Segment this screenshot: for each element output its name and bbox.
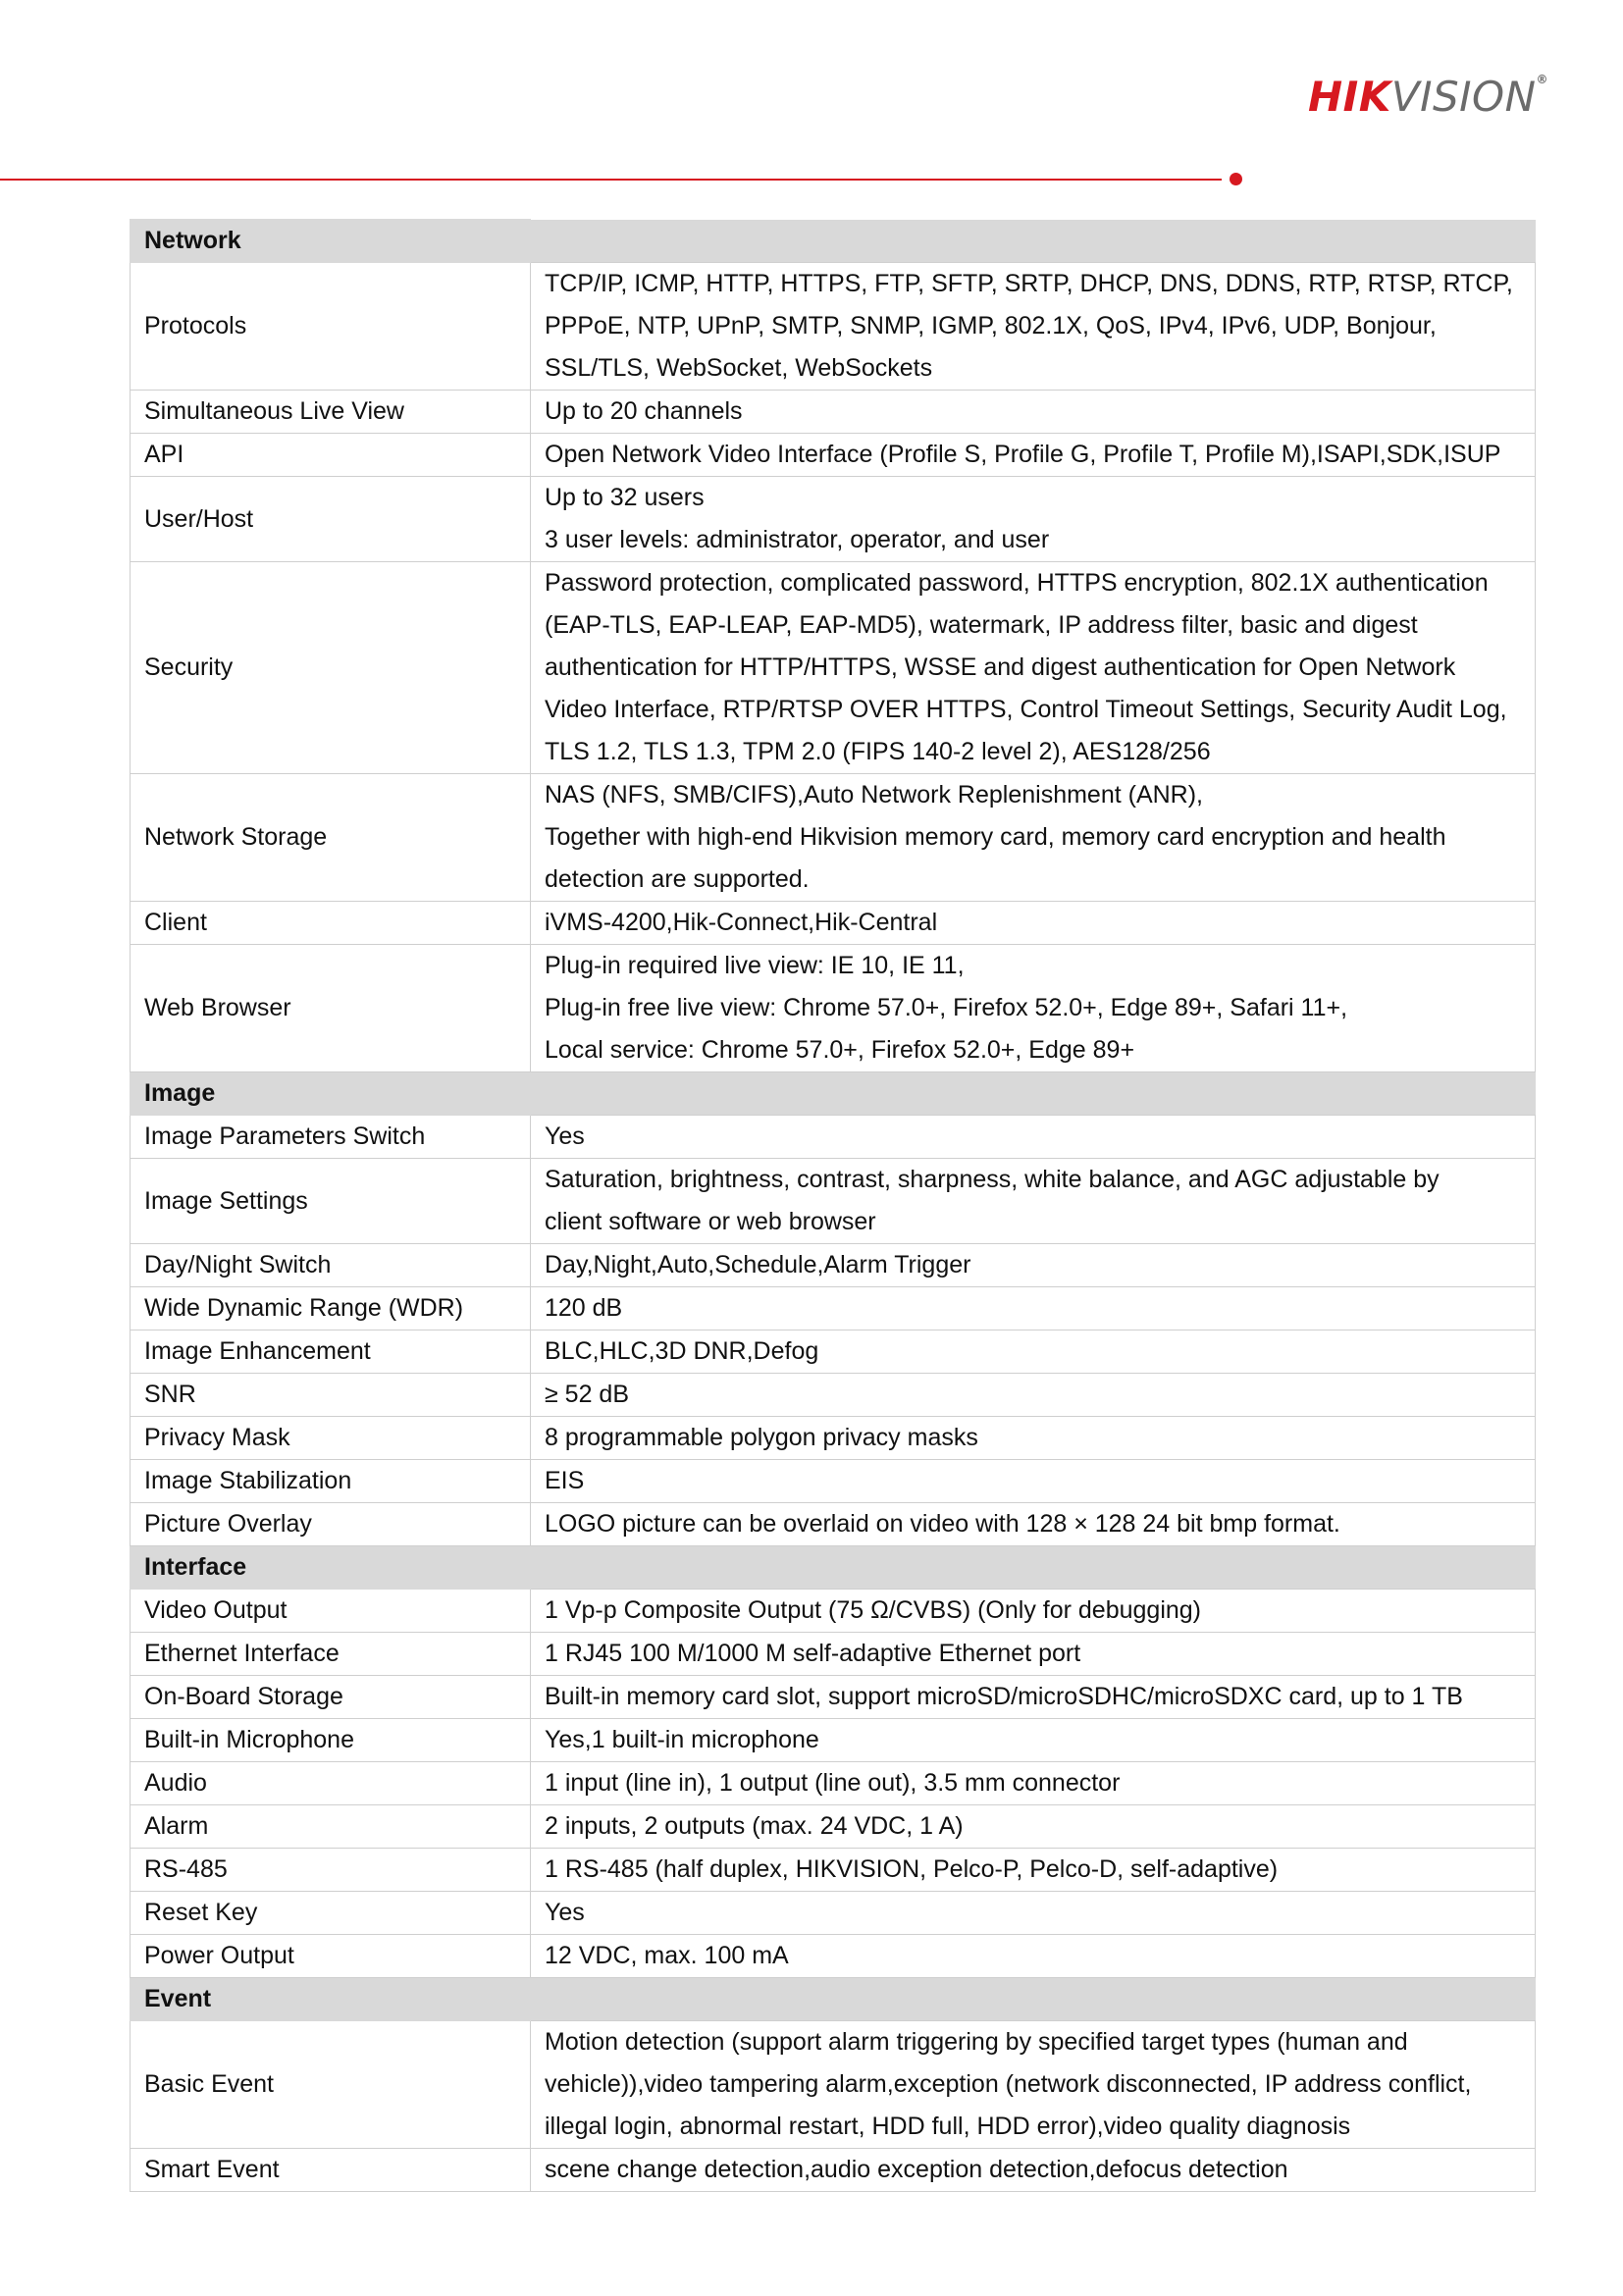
spec-value bbox=[531, 1374, 1536, 1417]
section-header-row bbox=[131, 1072, 1536, 1116]
spec-value-line: EIS bbox=[545, 1467, 585, 1494]
spec-value-line: TLS 1.2, TLS 1.3, TPM 2.0 (FIPS 140-2 level 2), AES128/256 bbox=[545, 738, 1211, 765]
spec-value-line: TCP/IP, ICMP, HTTP, HTTPS, FTP, SFTP, SRTP, DHCP, DNS, DDNS, RTP, RTSP, RTCP, bbox=[545, 270, 1513, 297]
logo-text-grey: VISION bbox=[1390, 73, 1537, 121]
spec-value bbox=[531, 1417, 1536, 1460]
spec-value-line: Yes bbox=[545, 1899, 585, 1926]
spec-label: User/Host bbox=[131, 477, 531, 562]
spec-value-line: LOGO picture can be overlaid on video with 128 × 128 24 bit bmp format. bbox=[545, 1510, 1340, 1538]
spec-value bbox=[531, 1159, 1536, 1244]
spec-label: Image Settings bbox=[131, 1159, 531, 1244]
spec-label: Client bbox=[131, 902, 531, 945]
spec-label: Power Output bbox=[131, 1935, 531, 1978]
spec-value-line: Built-in memory card slot, support microSD/microSDHC/microSDXC card, up to 1 TB bbox=[545, 1683, 1463, 1710]
spec-value-line: 1 RJ45 100 M/1000 M self-adaptive Ethernet port bbox=[545, 1640, 1081, 1667]
spec-label: Privacy Mask bbox=[131, 1417, 531, 1460]
spec-value-line: 120 dB bbox=[545, 1294, 623, 1322]
spec-row bbox=[131, 1676, 1536, 1719]
spec-value-line: Saturation, brightness, contrast, sharpness, white balance, and AGC adjustable by bbox=[545, 1166, 1440, 1193]
spec-label: API bbox=[131, 434, 531, 477]
spec-value-line: Day,Night,Auto,Schedule,Alarm Trigger bbox=[545, 1251, 971, 1278]
spec-value-line: authentication for HTTP/HTTPS, WSSE and digest authentication for Open Network bbox=[545, 653, 1456, 681]
spec-value bbox=[531, 1287, 1536, 1331]
spec-label: On-Board Storage bbox=[131, 1676, 531, 1719]
spec-label: Network Storage bbox=[131, 774, 531, 902]
spec-row bbox=[131, 945, 1536, 1072]
spec-value bbox=[531, 1331, 1536, 1374]
spec-value bbox=[531, 1849, 1536, 1892]
spec-value-line: detection are supported. bbox=[545, 865, 810, 893]
spec-row bbox=[131, 1892, 1536, 1935]
spec-value bbox=[531, 1805, 1536, 1849]
spec-value-line: PPPoE, NTP, UPnP, SMTP, SNMP, IGMP, 802.1X, QoS, IPv4, IPv6, UDP, Bonjour, bbox=[545, 312, 1437, 339]
section-title-spacer bbox=[531, 1978, 1536, 2021]
spec-label: Wide Dynamic Range (WDR) bbox=[131, 1287, 531, 1331]
spec-value-line: 1 RS-485 (half duplex, HIKVISION, Pelco-P, Pelco-D, self-adaptive) bbox=[545, 1855, 1279, 1883]
spec-value bbox=[531, 1590, 1536, 1633]
spec-value bbox=[531, 945, 1536, 1072]
spec-value-line: Open Network Video Interface (Profile S, Profile G, Profile T, Profile M),ISAPI,SDK,ISUP bbox=[545, 441, 1501, 468]
spec-row bbox=[131, 1417, 1536, 1460]
spec-row bbox=[131, 2149, 1536, 2192]
spec-label: Web Browser bbox=[131, 945, 531, 1072]
spec-value-line: Up to 32 users bbox=[545, 484, 705, 511]
spec-row bbox=[131, 2021, 1536, 2149]
section-title-spacer bbox=[531, 1546, 1536, 1590]
spec-label: Image Stabilization bbox=[131, 1460, 531, 1503]
spec-label: Alarm bbox=[131, 1805, 531, 1849]
spec-row bbox=[131, 1460, 1536, 1503]
section-header-row bbox=[131, 220, 1536, 263]
spec-value-line: Together with high-end Hikvision memory card, memory card encryption and health bbox=[545, 823, 1446, 851]
spec-label: Ethernet Interface bbox=[131, 1633, 531, 1676]
spec-label: Day/Night Switch bbox=[131, 1244, 531, 1287]
spec-value bbox=[531, 1892, 1536, 1935]
spec-value-line: (EAP-TLS, EAP-LEAP, EAP-MD5), watermark, IP address filter, basic and digest bbox=[545, 611, 1418, 639]
header-rule bbox=[0, 179, 1222, 181]
spec-value-line: Yes,1 built-in microphone bbox=[545, 1726, 819, 1753]
spec-row bbox=[131, 477, 1536, 562]
spec-label: Protocols bbox=[131, 263, 531, 391]
spec-value bbox=[531, 1633, 1536, 1676]
spec-value bbox=[531, 774, 1536, 902]
spec-table-body bbox=[131, 220, 1536, 2192]
spec-row bbox=[131, 1503, 1536, 1546]
spec-value-line: ≥ 52 dB bbox=[545, 1381, 629, 1408]
spec-value bbox=[531, 2021, 1536, 2149]
spec-value-line: Plug-in free live view: Chrome 57.0+, Firefox 52.0+, Edge 89+, Safari 11+, bbox=[545, 994, 1348, 1021]
spec-label: Image Parameters Switch bbox=[131, 1116, 531, 1159]
spec-value-line: Motion detection (support alarm triggering by specified target types (human and bbox=[545, 2028, 1408, 2056]
spec-label: Audio bbox=[131, 1762, 531, 1805]
spec-label: Image Enhancement bbox=[131, 1331, 531, 1374]
spec-value-line: Plug-in required live view: IE 10, IE 11, bbox=[545, 952, 965, 979]
spec-table bbox=[130, 219, 1536, 2192]
spec-label: Security bbox=[131, 562, 531, 774]
spec-row bbox=[131, 1849, 1536, 1892]
spec-row bbox=[131, 391, 1536, 434]
spec-value-line: Password protection, complicated password, HTTPS encryption, 802.1X authentication bbox=[545, 569, 1489, 597]
spec-value-line: illegal login, abnormal restart, HDD full, HDD error),video quality diagnosis bbox=[545, 2113, 1351, 2140]
spec-row bbox=[131, 1116, 1536, 1159]
spec-label: Smart Event bbox=[131, 2149, 531, 2192]
spec-label: Reset Key bbox=[131, 1892, 531, 1935]
spec-value-line: Yes bbox=[545, 1122, 585, 1150]
section-title: Network bbox=[131, 220, 531, 263]
spec-label: Video Output bbox=[131, 1590, 531, 1633]
spec-value bbox=[531, 1116, 1536, 1159]
spec-row bbox=[131, 1719, 1536, 1762]
spec-row bbox=[131, 1159, 1536, 1244]
spec-value-line: vehicle)),video tampering alarm,exception (network disconnected, IP address conflict, bbox=[545, 2070, 1472, 2098]
spec-value-line: 8 programmable polygon privacy masks bbox=[545, 1424, 978, 1451]
spec-value-line: 3 user levels: administrator, operator, and user bbox=[545, 526, 1050, 553]
spec-label: Simultaneous Live View bbox=[131, 391, 531, 434]
spec-row bbox=[131, 1331, 1536, 1374]
spec-row bbox=[131, 1805, 1536, 1849]
spec-value-line: 1 input (line in), 1 output (line out), 3.5 mm connector bbox=[545, 1769, 1121, 1797]
spec-value-line: Local service: Chrome 57.0+, Firefox 52.0+, Edge 89+ bbox=[545, 1036, 1135, 1064]
section-title-spacer bbox=[531, 1072, 1536, 1116]
section-header-row bbox=[131, 1978, 1536, 2021]
section-title: Image bbox=[131, 1072, 531, 1116]
spec-value-line: scene change detection,audio exception detection,defocus detection bbox=[545, 2156, 1288, 2183]
spec-value bbox=[531, 562, 1536, 774]
spec-value-line: NAS (NFS, SMB/CIFS),Auto Network Replenishment (ANR), bbox=[545, 781, 1203, 809]
spec-value bbox=[531, 1935, 1536, 1978]
logo-registered-mark: ® bbox=[1536, 73, 1548, 86]
spec-row bbox=[131, 263, 1536, 391]
spec-row bbox=[131, 1590, 1536, 1633]
spec-row bbox=[131, 434, 1536, 477]
spec-label: RS-485 bbox=[131, 1849, 531, 1892]
hikvision-logo bbox=[1308, 73, 1548, 121]
spec-value-line: SSL/TLS, WebSocket, WebSockets bbox=[545, 354, 933, 382]
spec-value bbox=[531, 391, 1536, 434]
logo-text-red: HIK bbox=[1308, 73, 1391, 121]
spec-value-line: 2 inputs, 2 outputs (max. 24 VDC, 1 A) bbox=[545, 1812, 964, 1840]
spec-row bbox=[131, 1374, 1536, 1417]
spec-value bbox=[531, 477, 1536, 562]
spec-value-line: BLC,HLC,3D DNR,Defog bbox=[545, 1337, 819, 1365]
spec-value bbox=[531, 1503, 1536, 1546]
spec-label: Built-in Microphone bbox=[131, 1719, 531, 1762]
spec-label: SNR bbox=[131, 1374, 531, 1417]
spec-value-line: iVMS-4200,Hik-Connect,Hik-Central bbox=[545, 909, 938, 936]
spec-value bbox=[531, 434, 1536, 477]
spec-value bbox=[531, 902, 1536, 945]
header-rule-dot bbox=[1230, 173, 1242, 185]
spec-value bbox=[531, 1719, 1536, 1762]
spec-row bbox=[131, 902, 1536, 945]
spec-label: Picture Overlay bbox=[131, 1503, 531, 1546]
spec-value bbox=[531, 263, 1536, 391]
spec-row bbox=[131, 562, 1536, 774]
section-header-row bbox=[131, 1546, 1536, 1590]
spec-label: Basic Event bbox=[131, 2021, 531, 2149]
section-title: Event bbox=[131, 1978, 531, 2021]
spec-row bbox=[131, 774, 1536, 902]
spec-value bbox=[531, 2149, 1536, 2192]
spec-row bbox=[131, 1244, 1536, 1287]
spec-row bbox=[131, 1287, 1536, 1331]
spec-row bbox=[131, 1762, 1536, 1805]
spec-value-line: Video Interface, RTP/RTSP OVER HTTPS, Control Timeout Settings, Security Audit Log, bbox=[545, 696, 1507, 723]
section-title-spacer bbox=[531, 220, 1536, 263]
spec-value bbox=[531, 1676, 1536, 1719]
spec-value-line: client software or web browser bbox=[545, 1208, 876, 1235]
spec-value bbox=[531, 1244, 1536, 1287]
section-title: Interface bbox=[131, 1546, 531, 1590]
spec-value bbox=[531, 1460, 1536, 1503]
spec-value-line: 12 VDC, max. 100 mA bbox=[545, 1942, 789, 1969]
spec-row bbox=[131, 1633, 1536, 1676]
spec-value-line: Up to 20 channels bbox=[545, 397, 743, 425]
spec-row bbox=[131, 1935, 1536, 1978]
spec-value bbox=[531, 1762, 1536, 1805]
spec-value-line: 1 Vp-p Composite Output (75 Ω/CVBS) (Only for debugging) bbox=[545, 1596, 1202, 1624]
